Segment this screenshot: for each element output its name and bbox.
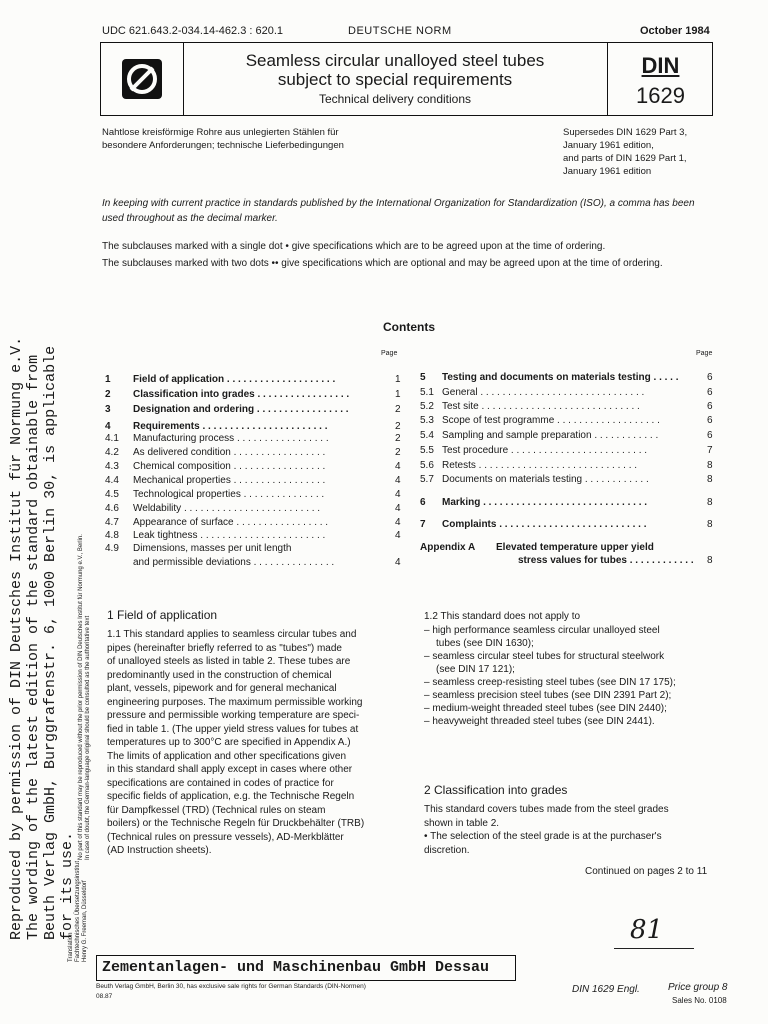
toc-entry: [105, 557, 334, 568]
toc-number: 5: [420, 372, 426, 383]
toc-entry: [105, 421, 328, 432]
toc-page: 4: [395, 530, 401, 541]
toc-page: 2: [395, 447, 401, 458]
toc-title: Designation and ordering . . . . . . . . . . . . . . . . .: [133, 404, 349, 415]
text-line: in this standard shall apply except in cases where other: [107, 764, 353, 775]
reproduction-line: Beuth Verlag GmbH, Burggrafenstr. 6, 1000 Berlin 30, is applicable: [42, 345, 59, 940]
toc-title: Classification into grades . . . . . . . . . . . . . . . . .: [133, 389, 350, 400]
reproduction-line: Reproduced by permission of DIN Deutsches Institut für Normung e.V.: [8, 336, 25, 940]
section2-text: [424, 803, 724, 857]
toc-page: 2: [395, 404, 401, 415]
toc-entry: [105, 489, 324, 500]
toc-title: Marking . . . . . . . . . . . . . . . . . . . . . . . . . . . . . .: [442, 497, 648, 508]
toc-page: 8: [707, 519, 713, 530]
toc-page: 2: [395, 433, 401, 444]
toc-entry: [105, 404, 349, 415]
translation-line: Translation: [68, 932, 74, 962]
toc-number: 5.4: [420, 430, 434, 441]
toc-entry: [105, 475, 325, 486]
toc-entry: [496, 555, 694, 566]
list-item: tubes (see DIN 1630);: [436, 638, 534, 649]
din-word: DIN: [641, 53, 680, 78]
toc-page: 7: [707, 445, 713, 456]
toc-title: Mechanical properties . . . . . . . . . . . . . . . . .: [133, 475, 326, 486]
toc-page: 4: [395, 503, 401, 514]
toc-number: 5.6: [420, 460, 434, 471]
toc-entry: [105, 530, 325, 541]
toc-entry: [420, 430, 658, 441]
list-item: (see DIN 17 121);: [436, 664, 515, 675]
din-reference: DIN 1629 Engl.: [572, 984, 640, 995]
toc-title: Manufacturing process . . . . . . . . . . . . . . . . .: [133, 433, 329, 444]
list-item: – seamless circular steel tubes for structural steelwork: [424, 651, 665, 662]
toc-number: 4.4: [105, 475, 119, 486]
section1-text: [107, 628, 407, 858]
beuth-notice: Beuth Verlag GmbH, Berlin 30, has exclusive sale rights for German Standards (DIN-Normen): [96, 983, 366, 990]
supersedes-line: January 1961 edition,: [563, 140, 654, 151]
continued-note: Continued on pages 2 to 11: [585, 866, 708, 877]
sales-number: Sales No. 0108: [672, 996, 727, 1005]
german-title-line: Nahtlose kreisförmige Rohre aus unlegierten Stählen für: [102, 127, 339, 138]
toc-number: 5.7: [420, 474, 434, 485]
issue-date: October 1984: [640, 25, 710, 37]
din-logo-icon: [101, 43, 183, 115]
toc-page: 6: [707, 430, 713, 441]
toc-page: 1: [395, 389, 401, 400]
toc-title: Retests . . . . . . . . . . . . . . . . . . . . . . . . . . . . .: [442, 460, 638, 471]
toc-entry: [420, 474, 649, 485]
din-logo: [101, 43, 184, 115]
page-label-left: Page: [381, 350, 398, 357]
handwritten-number: 81: [630, 915, 664, 945]
din-number: 1629: [636, 83, 685, 108]
text-line: specifications are contained in codes of practice for: [107, 777, 334, 789]
title-box: [100, 42, 713, 116]
text-line: pressure and permissible working temperature are speci-: [107, 710, 360, 721]
toc-title: Test site . . . . . . . . . . . . . . . . . . . . . . . . . . . . .: [442, 401, 640, 412]
toc-number: Appendix A: [420, 542, 476, 553]
toc-number: 4.8: [105, 530, 119, 541]
title-line-2: subject to special requirements: [277, 70, 513, 89]
toc-page: 4: [395, 557, 401, 568]
din-number-cell: [607, 43, 713, 115]
toc-page: 8: [707, 497, 713, 508]
text-line: • The selection of the steel grade is at the purchaser's: [424, 831, 662, 842]
text-line: The limits of application and other specifications given: [107, 750, 347, 762]
toc-entry: [420, 497, 647, 508]
supersedes-line: Supersedes DIN 1629 Part 3,: [563, 127, 688, 138]
toc-title: Testing and documents on materials testing . . . . .: [442, 372, 679, 383]
toc-page: 1: [395, 374, 401, 385]
text-line: This standard covers tubes made from the steel grades: [424, 804, 669, 815]
text-line: (AD Instruction sheets).: [107, 845, 212, 856]
toc-page: 4: [395, 475, 401, 486]
translation-credit: [68, 861, 89, 962]
toc-title: Test procedure . . . . . . . . . . . . . . . . . . . . . . . . .: [442, 445, 648, 456]
supersedes-line: January 1961 edition: [563, 166, 652, 177]
copyright-line: In case of doubt, the German-language original should be consulted as the authoritative text: [85, 615, 91, 860]
supersedes-line: and parts of DIN 1629 Part 1,: [563, 153, 687, 164]
toc-entry: [105, 543, 291, 554]
toc-title: Sampling and sample preparation . . . . . . . . . . . .: [442, 430, 659, 441]
text-line: discretion.: [424, 844, 470, 856]
section1-heading: 1 Field of application: [107, 608, 218, 622]
toc-title: Scope of test programme . . . . . . . . . . . . . . . . . . .: [442, 415, 660, 426]
udc-code: UDC 621.643.2-034.14-462.3 : 620.1: [102, 25, 284, 37]
print-code: 08.87: [96, 993, 113, 1000]
toc-entry: [420, 401, 640, 412]
copyright-line: No part of this standard may be reproduced without the prior permission of DIN Deutsches Institut für Normung e.V., Berlin.: [78, 534, 84, 860]
toc-title: Chemical composition . . . . . . . . . . . . . . . . .: [133, 461, 326, 472]
norm-label: DEUTSCHE NORM: [348, 25, 452, 37]
toc-entry: [420, 372, 679, 383]
text-line: plant, vessels, pipework and for general mechanical: [107, 683, 337, 694]
text-line: of unalloyed steels as listed in table 2. These tubes are: [107, 656, 351, 667]
text-line: fied in table 1. (The upper yield stress values for tubes at: [107, 723, 359, 735]
toc-title: Complaints . . . . . . . . . . . . . . . . . . . . . . . . . . .: [442, 519, 647, 530]
toc-number: 4.2: [105, 447, 119, 458]
toc-title: Leak tightness . . . . . . . . . . . . . . . . . . . . . . .: [133, 530, 326, 541]
toc-title: Documents on materials testing . . . . . . . . . . . .: [442, 474, 649, 485]
text-line: predominantly used in the construction of chemical: [107, 669, 332, 681]
toc-entry: [420, 387, 644, 398]
section12-heading: 1.2 This standard does not apply to: [424, 611, 581, 622]
toc-number: 4.3: [105, 461, 119, 472]
toc-page: 6: [707, 401, 713, 412]
list-item: – medium-weight threaded steel tubes (see DIN 2440);: [424, 703, 667, 714]
toc-page: 6: [707, 387, 713, 398]
toc-number: 7: [420, 519, 426, 530]
title-cell: [185, 43, 605, 115]
toc-number: 4.1: [105, 433, 119, 444]
toc-number: 2: [105, 389, 111, 400]
toc-entry: [105, 447, 325, 458]
reproduction-line: The wording of the latest edition of the standard obtainable from: [25, 354, 42, 940]
text-line: temperatures up to 300°C are specified in Appendix A.): [107, 737, 351, 748]
page-label-right: Page: [696, 350, 713, 357]
toc-entry: [420, 542, 654, 553]
title-line-1: Seamless circular unalloyed steel tubes: [245, 51, 545, 70]
toc-page: 4: [395, 517, 401, 528]
toc-page: 4: [395, 489, 401, 500]
toc-entry: [105, 389, 349, 400]
toc-entry: [105, 433, 329, 444]
toc-number: 4.5: [105, 489, 119, 500]
toc-entry: [105, 461, 325, 472]
toc-number: 4: [105, 421, 111, 432]
text-line: pipes (hereinafter briefly referred to as "tubes") made: [107, 642, 342, 654]
toc-page: 8: [707, 555, 713, 566]
toc-number: 4.6: [105, 503, 119, 514]
toc-page: 8: [707, 460, 713, 471]
toc-title: Technological properties . . . . . . . . . . . . . . .: [133, 489, 325, 500]
toc-page: 2: [395, 421, 401, 432]
toc-title: Weldability . . . . . . . . . . . . . . . . . . . . . . . . .: [133, 503, 321, 514]
reproduction-notice: [8, 337, 76, 940]
toc-number: 6: [420, 497, 426, 508]
toc-number: 5.5: [420, 445, 434, 456]
toc-title: Elevated temperature upper yield: [496, 542, 654, 553]
text-line: specific fields of application, e.g. the Technische Regeln: [107, 791, 355, 802]
company-stamp-text: Zementanlagen- und Maschinenbau GmbH Dessau: [102, 959, 490, 976]
supersedes-note: [563, 126, 687, 178]
toc-title: and permissible deviations . . . . . . . . . . . . . . .: [133, 557, 335, 568]
toc-title: Appearance of surface . . . . . . . . . . . . . . . . .: [133, 517, 329, 528]
list-item: – seamless precision steel tubes (see DIN 2391 Part 2);: [424, 690, 672, 701]
text-line: boilers) or the Technische Regeln für Druckbehälter (TRB): [107, 818, 365, 829]
handwritten-underline: [614, 948, 694, 949]
toc-page: 4: [395, 461, 401, 472]
text-line: für Dampfkessel (TRD) (Technical rules on steam: [107, 804, 326, 816]
toc-entry: [105, 517, 328, 528]
toc-entry: [420, 415, 660, 426]
toc-number: 4.9: [105, 543, 119, 554]
toc-number: 5.3: [420, 415, 434, 426]
toc-title: Field of application . . . . . . . . . . . . . . . . . . . .: [133, 374, 336, 385]
toc-number: 4.7: [105, 517, 119, 528]
dot-note-1: The subclauses marked with a single dot • give specifications which are to be agreed upon at the time of ordering.: [102, 241, 606, 252]
copyright-notice: [78, 534, 92, 860]
price-group: Price group 8: [668, 982, 728, 993]
toc-number: 1: [105, 374, 111, 385]
toc-number: 5.2: [420, 401, 434, 412]
toc-title: As delivered condition . . . . . . . . . . . . . . . . .: [133, 447, 326, 458]
toc-entry: [420, 519, 646, 530]
translation-line: Fachtechnisches Übersetzungsinstitut: [75, 860, 81, 962]
toc-page: 8: [707, 474, 713, 485]
list-item: – seamless creep-resisting steel tubes (see DIN 17 175);: [424, 677, 676, 688]
toc-title: stress values for tubes . . . . . . . . . . . .: [518, 555, 694, 566]
german-title-line: besondere Anforderungen; technische Lieferbedingungen: [102, 140, 344, 151]
text-line: shown in table 2.: [424, 817, 500, 829]
contents-heading: Contents: [383, 320, 435, 334]
section2-heading: 2 Classification into grades: [424, 783, 568, 797]
section12-list: [424, 624, 724, 728]
toc-entry: [420, 460, 637, 471]
toc-entry: [105, 503, 320, 514]
toc-page: 6: [707, 372, 713, 383]
toc-entry: [420, 445, 647, 456]
toc-title: Requirements . . . . . . . . . . . . . . . . . . . . . . .: [133, 421, 328, 432]
german-title: [102, 126, 344, 152]
text-line: (Technical rules on pressure vessels), AD-Merkblätter: [107, 831, 344, 843]
toc-entry: [105, 374, 335, 385]
list-item: – high performance seamless circular unalloyed steel: [424, 625, 660, 636]
title-line-3: Technical delivery conditions: [318, 92, 472, 106]
dot-note-2: The subclauses marked with two dots •• give specifications which are optional and may be agreed upon at the time of ordering.: [102, 258, 663, 269]
iso-note: In keeping with current practice in standards published by the International Organization for Standardization (ISO), a comma has been used throughout as the decimal marker.: [102, 198, 695, 224]
text-line: engineering purposes. The maximum permissible working: [107, 696, 363, 708]
company-stamp: [96, 955, 516, 981]
toc-title: General . . . . . . . . . . . . . . . . . . . . . . . . . . . . . .: [442, 387, 645, 398]
translation-line: Henry G. Freeman, Düsseldorf: [82, 880, 88, 962]
list-item: – heavyweight threaded steel tubes (see DIN 2441).: [424, 716, 655, 727]
toc-number: 5.1: [420, 387, 434, 398]
toc-number: 3: [105, 404, 111, 415]
toc-title: Dimensions, masses per unit length: [133, 543, 292, 554]
text-line: 1.1 This standard applies to seamless circular tubes and: [107, 629, 357, 640]
toc-page: 6: [707, 415, 713, 426]
reproduction-line: for its use.: [59, 831, 76, 940]
